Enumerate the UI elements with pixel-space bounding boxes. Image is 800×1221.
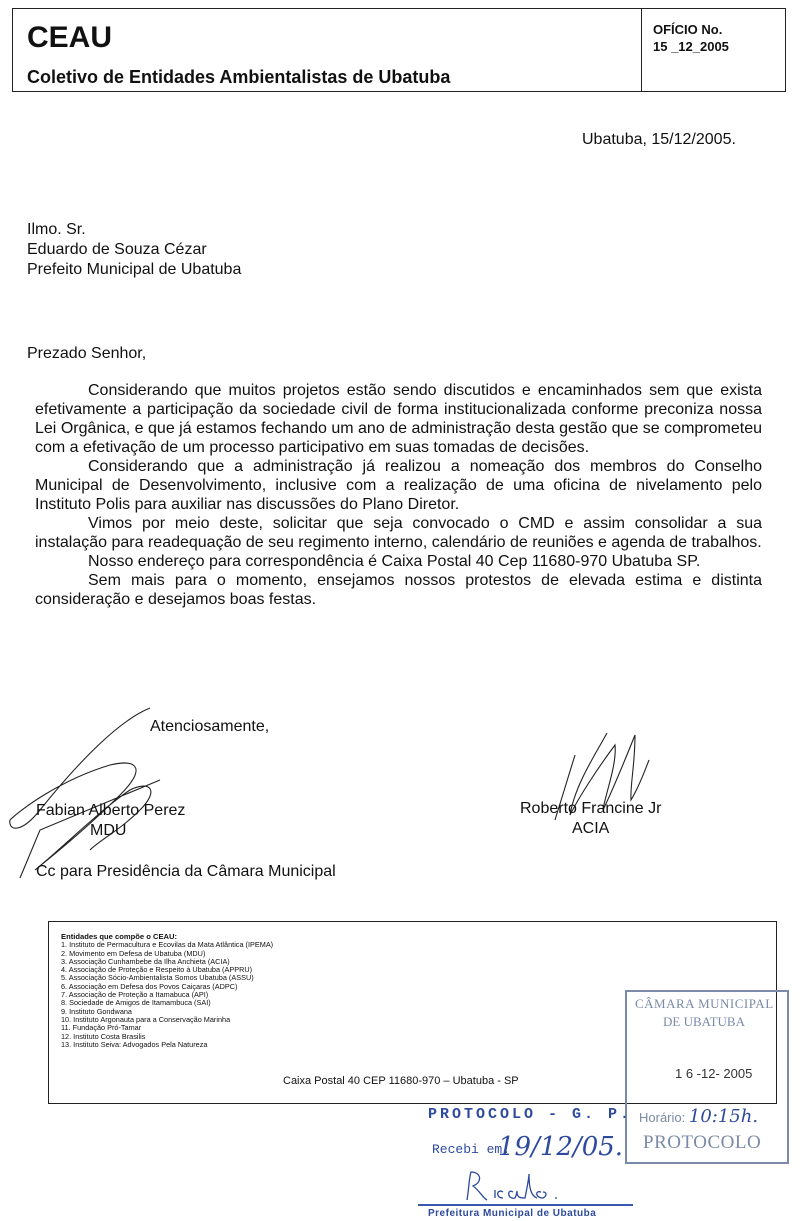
list-item: 8. Sociedade de Amigos de Itamambuca (SAI) xyxy=(61,998,211,1008)
list-item: 7. Associação de Proteção a Itamabuca (API) xyxy=(61,990,209,1000)
oficio-block xyxy=(653,21,729,55)
signatory-2-name: Roberto Francine Jr xyxy=(520,800,662,817)
list-item: 6. Associação em Defesa dos Povos Caiçaras (ADPC) xyxy=(61,981,238,991)
list-item: 3. Associação Cunhambebe da Ilha Anchieta (ACIA) xyxy=(61,956,230,966)
org-abbreviation: CEAU xyxy=(27,21,113,54)
entities-list xyxy=(61,933,273,1049)
greeting: Prezado Senhor, xyxy=(27,345,147,362)
list-item: 13. Instituto Seiva: Advogados Pela Natureza xyxy=(61,1039,208,1049)
signatory-1-org: MDU xyxy=(90,822,127,839)
letterhead xyxy=(12,8,786,92)
list-item: 12. Instituto Costa Brasilis xyxy=(61,1031,146,1041)
paragraph: Vimos por meio deste, solicitar que seja convocado o CMD e assim consolidar a sua instalação para readequação de seu regimento interno, calendário de reuniões e agenda de trabalhos. xyxy=(35,515,762,551)
recipient-salutation: Ilmo. Sr. xyxy=(27,221,86,238)
camara-stamp-line1: CÂMARA MUNICIPAL xyxy=(635,996,774,1011)
paragraph: Sem mais para o momento, ensejamos nossos protestos de elevada estima e distinta consideração e desejamos boas festas. xyxy=(35,572,762,608)
recipient-name: Eduardo de Souza Cézar xyxy=(27,241,207,258)
cc-line: Cc para Presidência da Câmara Municipal xyxy=(36,863,336,880)
paragraph: Nosso endereço para correspondência é Caixa Postal 40 Cep 11680-970 Ubatuba SP. xyxy=(88,553,701,570)
recipient-title: Prefeito Municipal de Ubatuba xyxy=(27,261,242,278)
prefeitura-label: Prefeitura Municipal de Ubatuba xyxy=(428,1208,597,1219)
org-full-name: Coletivo de Entidades Ambientalistas de Ubatuba xyxy=(27,67,451,87)
horario-label: Horário: xyxy=(639,1110,686,1125)
camara-stamp-date: 1 6 -12- 2005 xyxy=(675,1066,753,1081)
closing: Atenciosamente, xyxy=(150,718,270,735)
list-item: 5. Associação Sócio-Ambientalista Somos Ubatuba (ASSU) xyxy=(61,973,254,983)
camara-stamp-protocolo: PROTOCOLO xyxy=(643,1132,762,1153)
signatory-1-name: Fabian Alberto Perez xyxy=(36,802,186,819)
list-item: 10. Instituto Argonauta para a Conservação Marinha xyxy=(61,1014,231,1024)
list-item: 11. Fundação Pró-Tamar xyxy=(61,1023,142,1033)
date-line: Ubatuba, 15/12/2005. xyxy=(582,131,736,148)
recebi-label: Recebi em: xyxy=(432,1142,511,1157)
entities-title: Entidades que compõe o CEAU: xyxy=(61,932,178,941)
footer-address: Caixa Postal 40 CEP 11680-970 – Ubatuba - SP xyxy=(283,1075,519,1087)
horario-value: 10:15h. xyxy=(688,1106,759,1127)
received-by-signature xyxy=(455,1168,585,1208)
letterhead-org-block xyxy=(13,9,642,91)
list-item: 9. Instituto Gondwana xyxy=(61,1006,132,1016)
camara-stamp-horario xyxy=(639,1106,758,1127)
oficio-number: 15 _12_2005 xyxy=(653,39,729,54)
list-item: 4. Associação de Proteção e Respeito à Ubatuba (APPRU) xyxy=(61,965,253,975)
letter-body xyxy=(35,381,762,609)
recebi-date: 19/12/05. xyxy=(498,1132,624,1162)
recipient-block xyxy=(27,220,241,280)
paragraph: Considerando que muitos projetos estão sendo discutidos e encaminhados sem que exista efetivamente a participação da sociedade civil de forma institucionalizada conforme preconiza nossa Lei Orgânica, e que já estamos fechando um ano de administração desta gestão que se comprometeu com a efetivação de um processo participativo em suas tomadas de decisões. xyxy=(35,382,762,456)
signatory-2-org: ACIA xyxy=(572,820,610,837)
list-item: 1. Instituto de Permacultura e Ecovilas da Mata Atlântica (IPEMA) xyxy=(61,940,274,950)
camara-stamp-line2: DE UBATUBA xyxy=(663,1014,745,1029)
oficio-label: OFÍCIO No. xyxy=(653,22,723,37)
paragraph: Considerando que a administração já realizou a nomeação dos membros do Conselho Municipal de Desenvolvimento, inclusive com a realização de uma oficina de nivelamento pelo Instituto Polis para auxiliar nas discussões do Plano Diretor. xyxy=(35,458,762,513)
camara-stamp xyxy=(625,990,789,1164)
protocolo-gp-stamp: PROTOCOLO - G. P. xyxy=(428,1106,633,1123)
list-item: 2. Movimento em Defesa de Ubatuba (MDU) xyxy=(61,948,206,958)
prefeitura-rule xyxy=(418,1204,633,1207)
